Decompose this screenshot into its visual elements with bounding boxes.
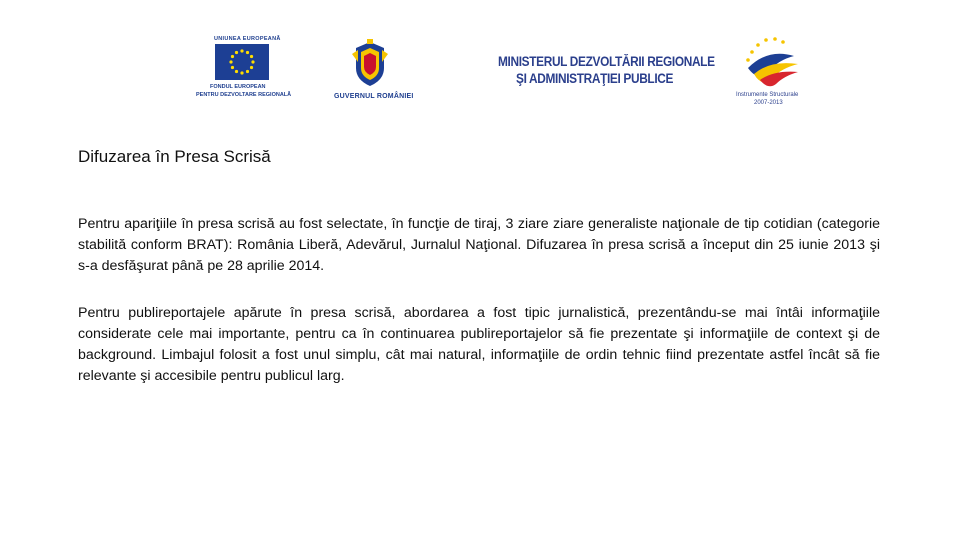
structural-instruments-line2: 2007-2013 bbox=[754, 100, 783, 106]
eu-logo-bottom-line1: FONDUL EUROPEAN bbox=[210, 84, 266, 90]
eu-star-icon bbox=[251, 60, 254, 63]
eu-star-icon bbox=[240, 71, 243, 74]
structural-instruments-line1: Instrumente Structurale bbox=[736, 92, 799, 98]
structural-instruments-icon bbox=[738, 34, 802, 90]
eu-flag-icon bbox=[215, 44, 269, 80]
eu-logo-bottom-line2: PENTRU DEZVOLTARE REGIONALĂ bbox=[196, 92, 292, 98]
eu-star-icon bbox=[250, 66, 253, 69]
eu-star-icon bbox=[246, 70, 249, 73]
government-logo-text: GUVERNUL ROMÂNIEI bbox=[334, 93, 414, 100]
eu-logo-top-text: UNIUNEA EUROPEANĂ bbox=[214, 36, 281, 42]
eu-star-icon bbox=[231, 66, 234, 69]
eu-star-icon bbox=[229, 60, 232, 63]
romanian-coat-of-arms-icon bbox=[350, 38, 390, 88]
eu-star-icon bbox=[235, 70, 238, 73]
ministry-line2: ŞI ADMINISTRAŢIEI PUBLICE bbox=[516, 71, 674, 86]
structural-instruments-logo bbox=[734, 34, 814, 108]
page-title: Difuzarea în Presa Scrisă bbox=[78, 147, 271, 166]
paragraph-distribution: Pentru apariţiile în presa scrisă au fost selectate, în funcţie de tiraj, 3 ziare ziare generaliste naţionale de tip cotidian (categorie stabilită conform BRAT): România Liberă, Adevărul, Jurnalul Naţional. Difuzarea în presa scrisă a început din 25 iunie 2013 şi s-a desfăşurat până pe 28 aprilie 2014. bbox=[78, 216, 880, 274]
eu-star-icon bbox=[235, 51, 238, 54]
eu-star-icon bbox=[246, 51, 249, 54]
eu-star-icon bbox=[240, 49, 243, 52]
eu-logo bbox=[196, 36, 296, 102]
eu-star-icon bbox=[231, 55, 234, 58]
ministry-logo bbox=[498, 54, 715, 94]
logo-strip bbox=[0, 0, 960, 110]
eu-star-icon bbox=[250, 55, 253, 58]
paragraph-advertorials: Pentru publireportajele apărute în presa scrisă, abordarea a fost tipic jurnalistică, prezentându-se mai întâi informaţiile considerate cele mai importante, pentru ca în continuarea publireportajelor să fie prezentate şi informaţiile de context şi de background. Limbajul folosit a fost unul simplu, cât mai natural, informaţiile de ordin tehnic fiind prezentate astfel încât să fie relevante şi accesibile pentru publicul larg. bbox=[78, 305, 880, 384]
government-logo bbox=[330, 38, 412, 104]
ministry-line1: MINISTERUL DEZVOLTĂRII REGIONALE bbox=[498, 54, 715, 69]
